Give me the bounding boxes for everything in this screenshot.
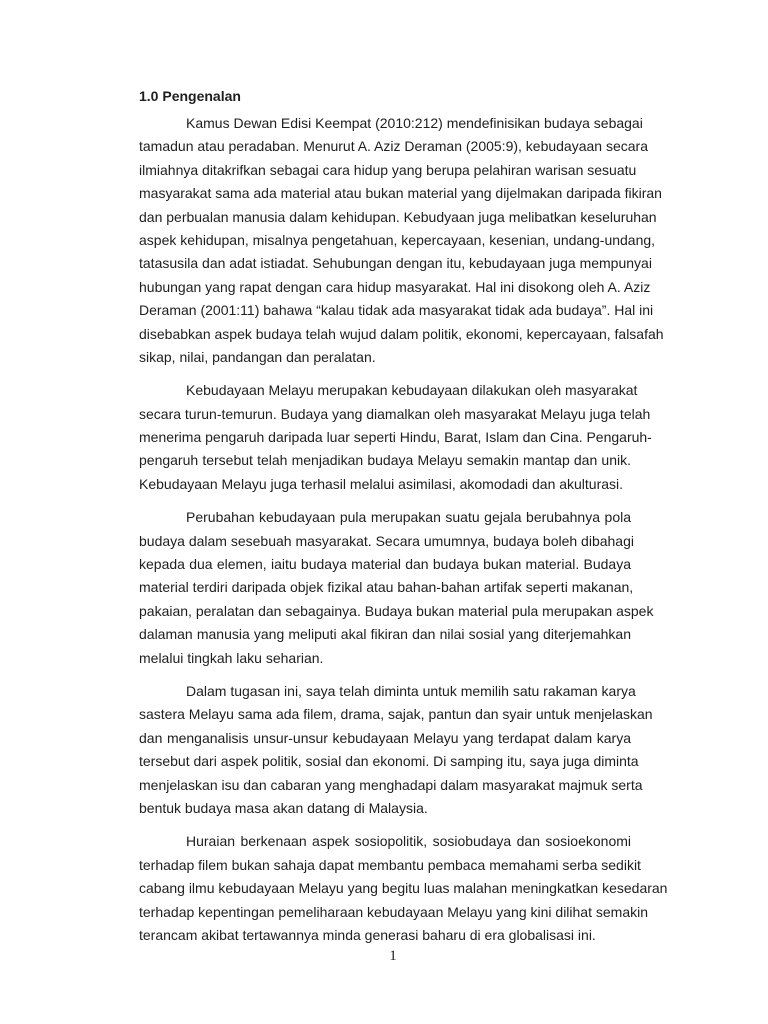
paragraph [139,112,664,369]
text-line: hubungan yang rapat dengan cara hidup masyarakat. Hal ini disokong oleh A. Aziz [139,278,651,295]
text-line: ilmiahnya ditakrifkan sebagai cara hidup yang berupa pelahiran warisan sesuatu [139,161,637,178]
text-line: tamadun atau peradaban. Menurut A. Aziz Deraman (2005:9), kebudayaan secara [139,138,648,155]
text-line: Kamus Dewan Edisi Keempat (2010:212) mendefinisikan budaya sebagai [186,115,643,131]
text-line: Perubahan kebudayaan pula merupakan suatu gejala berubahnya pola [186,509,631,526]
text-line: bentuk budaya masa akan datang di Malaysia. [139,799,428,816]
text-line: Huraian berkenaan aspek sosiopolitik, sosiobudaya dan sosioekonomi [186,833,631,850]
text-line: aspek kehidupan, misalnya pengetahuan, kepercayaan, kesenian, undang-undang, [139,231,656,248]
text-line: secara turun-temurun. Budaya yang diamalkan oleh masyarakat Melayu juga telah [139,405,651,422]
text-line: terancam akibat tertawannya minda generasi baharu di era globalisasi ini. [139,926,596,943]
text-line: Kebudayaan Melayu merupakan kebudayaan dilakukan oleh masyarakat [186,382,638,399]
paragraph [139,379,652,496]
document-body [139,112,668,957]
text-line: terhadap kepentingan pemeliharaan kebudayaan Melayu yang kini dilihat semakin [139,903,649,920]
text-line: disebabkan aspek budaya telah wujud dalam politik, ekonomi, kepercayaan, falsafah [139,325,664,342]
text-line: kepada dua elemen, iaitu budaya material dan budaya bukan material. Budaya [139,556,631,573]
text-line: material terdiri daripada objek fizikal atau bahan-bahan artifak seperti makanan, [139,579,634,596]
text-line: tatasusila dan adat istiadat. Sehubungan dengan itu, kebudayaan juga mempunyai [139,255,652,272]
text-line: menerima pengaruh daripada luar seperti Hindu, Barat, Islam dan Cina. Pengaruh- [139,429,652,446]
text-line: pakaian, peralatan dan sebagainya. Budaya bukan material pula merupakan aspek [139,602,654,619]
text-line: pengaruh tersebut telah menjadikan budaya Melayu semakin mantap dan unik. [139,452,631,469]
text-line: Kebudayaan Melayu juga terhasil melalui asimilasi, akomodadi dan akulturasi. [139,475,624,492]
section-heading: 1.0 Pengenalan [139,88,241,104]
paragraph [139,680,653,820]
text-line: masyarakat sama ada material atau bukan material yang dijelmakan daripada fikiran [139,185,662,202]
paragraph [139,830,668,947]
text-line: melalui tingkah laku seharian. [139,649,324,666]
text-line: budaya dalam sesebuah masyarakat. Secara umumnya, budaya boleh dibahagi [139,532,634,549]
page-number: 1 [389,948,397,964]
paragraph [139,506,654,670]
text-line: dan perbualan manusia dalam kehidupan. Kebudyaan juga melibatkan keseluruhan [139,208,657,225]
text-line: sastera Melayu sama ada filem, drama, sajak, pantun dan syair untuk menjelaskan [139,706,653,723]
text-line: sikap, nilai, pandangan dan peralatan. [139,348,376,365]
text-line: Deraman (2001:11) bahawa “kalau tidak ada masyarakat tidak ada budaya”. Hal ini [139,302,654,319]
text-line: cabang ilmu kebudayaan Melayu yang begitu luas malahan meningkatkan kesedaran [139,880,668,897]
text-line: Dalam tugasan ini, saya telah diminta untuk memilih satu rakaman karya [186,682,636,699]
text-line: terhadap filem bukan sahaja dapat membantu pembaca memahami serba sedikit [139,856,641,873]
text-line: menjelaskan isu dan cabaran yang menghadapi dalam masyarakat majmuk serta [139,776,643,793]
text-line: dan menganalisis unsur-unsur kebudayaan Melayu yang terdapat dalam karya [139,729,631,746]
text-line: dalaman manusia yang meliputi akal fikiran dan nilai sosial yang diterjemahkan [139,626,631,643]
text-line: tersebut dari aspek politik, sosial dan ekonomi. Di samping itu, saya juga diminta [139,753,639,770]
